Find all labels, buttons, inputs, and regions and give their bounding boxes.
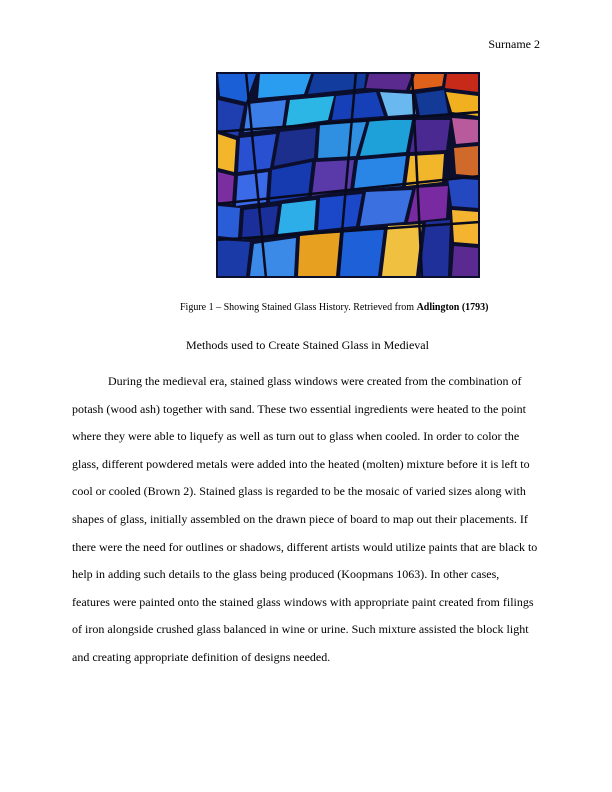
body-paragraph: During the medieval era, stained glass windows were created from the combination of potash (wood ash) together with sand. These two essential ingredients were heated to the point where they were able to liquefy as well as turn out to glass when cooled. In order to color the glass, different powdered metals were added into the heated (molten) mixture before it is left to cool or cooled (Brown 2). Stained glass is regarded to be the mosaic of varied sizes along with shapes of glass, initially assembled on the drawn piece of board to map out their placements. If there were the need for outlines or shadows, different artists would utilize paints that are black to help in adding such details to the glass being produced (Koopmans 1063). In other cases, features were painted onto the stained glass windows with appropriate paint created from filings of iron alongside crushed glass balanced in wine or urine. Such mixture assisted the block light and creating appropriate definition of designs needed. <box>72 374 538 664</box>
figure-caption-source: Adlington (1793) <box>416 302 489 313</box>
figure-caption <box>180 302 489 313</box>
section-heading: Methods used to Create Stained Glass in Medieval <box>186 338 429 352</box>
figure-caption-text: Figure 1 – Showing Stained Glass History. Retrieved from <box>180 302 417 313</box>
stained-glass-image <box>216 72 480 278</box>
running-head: Surname 2 <box>488 37 540 51</box>
